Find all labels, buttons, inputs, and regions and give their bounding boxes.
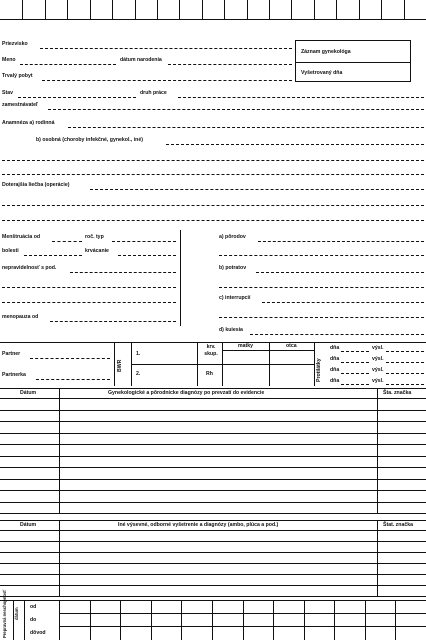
header-box[interactable] — [90, 0, 91, 20]
footer-column[interactable] — [395, 600, 396, 640]
header-strip — [0, 0, 426, 20]
table1-header-date: Dátum — [20, 390, 37, 396]
field-births-a[interactable] — [258, 241, 424, 242]
field-bleeding[interactable] — [118, 255, 176, 256]
field-address[interactable] — [42, 80, 292, 81]
label-births-b: b) potratov — [219, 265, 247, 271]
field-birth-date[interactable] — [168, 64, 292, 65]
field-births-a-2[interactable] — [219, 255, 424, 256]
label-menstruation: Menštruácia od — [2, 234, 41, 240]
field-pain[interactable] — [24, 255, 82, 256]
antibody-result-label: výsl. — [372, 378, 384, 384]
table1-row[interactable] — [0, 513, 426, 514]
blood-top-line — [0, 342, 426, 343]
header-box[interactable] — [67, 0, 68, 20]
table1-row[interactable] — [0, 444, 426, 445]
antibody-date-label: dňa — [330, 356, 340, 362]
antibody-date-field[interactable] — [341, 351, 369, 352]
antibody-result-field[interactable] — [386, 384, 424, 385]
footer-label-od: od — [30, 604, 37, 610]
field-irregular-2[interactable] — [2, 287, 176, 288]
field-menopause[interactable] — [50, 321, 176, 322]
field-births-d[interactable] — [250, 334, 424, 335]
label-bwr-1: 1. — [136, 351, 141, 357]
footer-column[interactable] — [120, 600, 121, 640]
antibody-date-label: dňa — [330, 367, 340, 373]
label-address: Trvalý pobyt — [2, 73, 33, 79]
label-blood-group: krv. skup. — [204, 344, 218, 358]
label-job-type: druh práce — [140, 90, 167, 96]
field-anamnesis-b-3[interactable] — [2, 174, 424, 175]
table1-row[interactable] — [0, 479, 426, 480]
field-type[interactable] — [112, 241, 176, 242]
antibody-date-label: dňa — [330, 345, 340, 351]
table1-row[interactable] — [0, 467, 426, 468]
label-births-c: c) interrupcií — [219, 295, 251, 301]
header-box[interactable] — [269, 0, 270, 20]
table1-row[interactable] — [0, 421, 426, 422]
label-mother: matky — [238, 343, 253, 349]
field-menstruation[interactable] — [52, 241, 82, 242]
table2-header-date: Dátum — [20, 522, 37, 528]
antibody-date-field[interactable] — [341, 373, 369, 374]
field-employer[interactable] — [48, 109, 424, 110]
table2-header-code: Štat. značka — [383, 522, 413, 528]
header-box[interactable] — [112, 0, 113, 20]
header-box[interactable] — [202, 0, 203, 20]
field-surgeries-2[interactable] — [2, 205, 424, 206]
label-birth-date: dátum narodenia — [120, 57, 162, 63]
field-anamnesis-b[interactable] — [166, 144, 424, 145]
label-type: roč. typ — [85, 234, 104, 240]
header-box[interactable] — [291, 0, 292, 20]
header-box[interactable] — [179, 0, 180, 20]
antibody-date-field[interactable] — [341, 384, 369, 385]
table1-row[interactable] — [0, 490, 426, 491]
antibody-result-label: výsl. — [372, 356, 384, 362]
footer-label-do: do — [30, 617, 37, 623]
field-births-b[interactable] — [256, 272, 424, 273]
record-box-date: Vyšetrovaný dňa — [301, 70, 343, 76]
label-births-a: a) pôrodov — [219, 234, 246, 240]
field-births-b-2[interactable] — [219, 287, 424, 288]
footer-column[interactable] — [181, 600, 182, 640]
field-partner[interactable] — [30, 358, 110, 359]
label-partner: Partner — [2, 351, 21, 357]
field-anamnesis-a[interactable] — [68, 127, 424, 128]
label-father: otca — [286, 343, 297, 349]
header-box[interactable] — [314, 0, 315, 20]
footer-label-reason: dôvod — [30, 630, 46, 636]
header-box[interactable] — [247, 0, 248, 20]
header-box[interactable] — [22, 0, 23, 20]
table1-row[interactable] — [0, 502, 426, 503]
field-surname[interactable] — [40, 48, 292, 49]
footer-column[interactable] — [90, 600, 91, 640]
label-antibodies: Protilátky — [316, 358, 322, 382]
header-box[interactable] — [336, 0, 337, 20]
header-box[interactable] — [224, 0, 225, 20]
table2-row[interactable] — [0, 585, 426, 586]
field-job-type[interactable] — [178, 97, 424, 98]
header-box[interactable] — [359, 0, 360, 20]
antibody-result-field[interactable] — [386, 373, 424, 374]
antibody-result-field[interactable] — [386, 351, 424, 352]
table2-row[interactable] — [0, 596, 426, 597]
header-box[interactable] — [381, 0, 382, 20]
field-status[interactable] — [18, 97, 136, 98]
label-anamnesis-b: b) osobná (choroby infekčné, gynekol., iné) — [36, 137, 143, 143]
antibody-result-label: výsl. — [372, 345, 384, 351]
field-irregular[interactable] — [70, 272, 176, 273]
antibody-result-field[interactable] — [386, 362, 424, 363]
table2-row[interactable] — [0, 574, 426, 575]
header-box[interactable] — [45, 0, 46, 20]
footer-side-label: Prepravná neschopnosť — [2, 589, 7, 638]
field-surgeries[interactable] — [90, 189, 424, 190]
field-births-c-2[interactable] — [219, 317, 424, 318]
footer-column[interactable] — [212, 600, 213, 640]
antibody-date-label: dňa — [330, 378, 340, 384]
header-box[interactable] — [135, 0, 136, 20]
field-births-c[interactable] — [262, 302, 424, 303]
label-births-d: d) kuiesia — [219, 327, 243, 333]
label-bleeding: krvácanie — [85, 248, 109, 254]
field-irregular-3[interactable] — [2, 302, 176, 303]
table1-row[interactable] — [0, 410, 426, 411]
field-anamnesis-b-2[interactable] — [2, 160, 424, 161]
table2-row[interactable] — [0, 552, 426, 553]
table2-row[interactable] — [0, 563, 426, 564]
table1-row[interactable] — [0, 433, 426, 434]
label-bwr-2: 2. — [136, 371, 141, 377]
field-surgeries-3[interactable] — [2, 220, 424, 221]
antibody-result-label: výsl. — [372, 367, 384, 373]
footer-column[interactable] — [273, 600, 274, 640]
header-box[interactable] — [404, 0, 405, 20]
label-rh: Rh — [206, 371, 213, 377]
table1-header-code: Šta. značka — [383, 390, 412, 396]
label-surname: Priezvisko — [2, 41, 28, 47]
table1-header-diagnosis: Gynekologické a pôrodnícke diagnózy po prevzatí do evidencie — [108, 390, 265, 396]
label-irregular: nepravidelnosť s pod. — [2, 265, 57, 271]
record-box-title: Záznam gynekológa — [301, 49, 351, 55]
label-menopause: menopauza od — [2, 314, 39, 320]
label-wife: Partnerka — [2, 372, 26, 378]
table2-header-diagnosis: Iné výsevné, odborné vyšetrenie a diagnózy (ambo, plúca a pod.) — [118, 522, 279, 528]
footer-column[interactable] — [151, 600, 152, 640]
footer-column[interactable] — [304, 600, 305, 640]
label-bwr: BWR — [117, 359, 123, 372]
footer-date-label: dátum — [14, 607, 19, 620]
header-box[interactable] — [157, 0, 158, 20]
divider-menstruation — [180, 230, 181, 326]
label-anamnesis-a: Anamnéza a) rodinná — [2, 120, 55, 126]
antibody-date-field[interactable] — [341, 362, 369, 363]
table1-row[interactable] — [0, 456, 426, 457]
label-employer: zamestnávateľ — [2, 102, 39, 108]
footer-column[interactable] — [334, 600, 335, 640]
label-status: Stav — [2, 90, 13, 96]
table2-row[interactable] — [0, 541, 426, 542]
label-name: Meno — [2, 57, 16, 63]
footer-column[interactable] — [365, 600, 366, 640]
label-surgeries: Doterajšia liečba (operácie) — [2, 182, 70, 188]
label-pain: bolesti — [2, 248, 19, 254]
field-name[interactable] — [20, 64, 116, 65]
footer-column[interactable] — [243, 600, 244, 640]
record-box — [295, 40, 411, 82]
field-wife[interactable] — [36, 379, 110, 380]
